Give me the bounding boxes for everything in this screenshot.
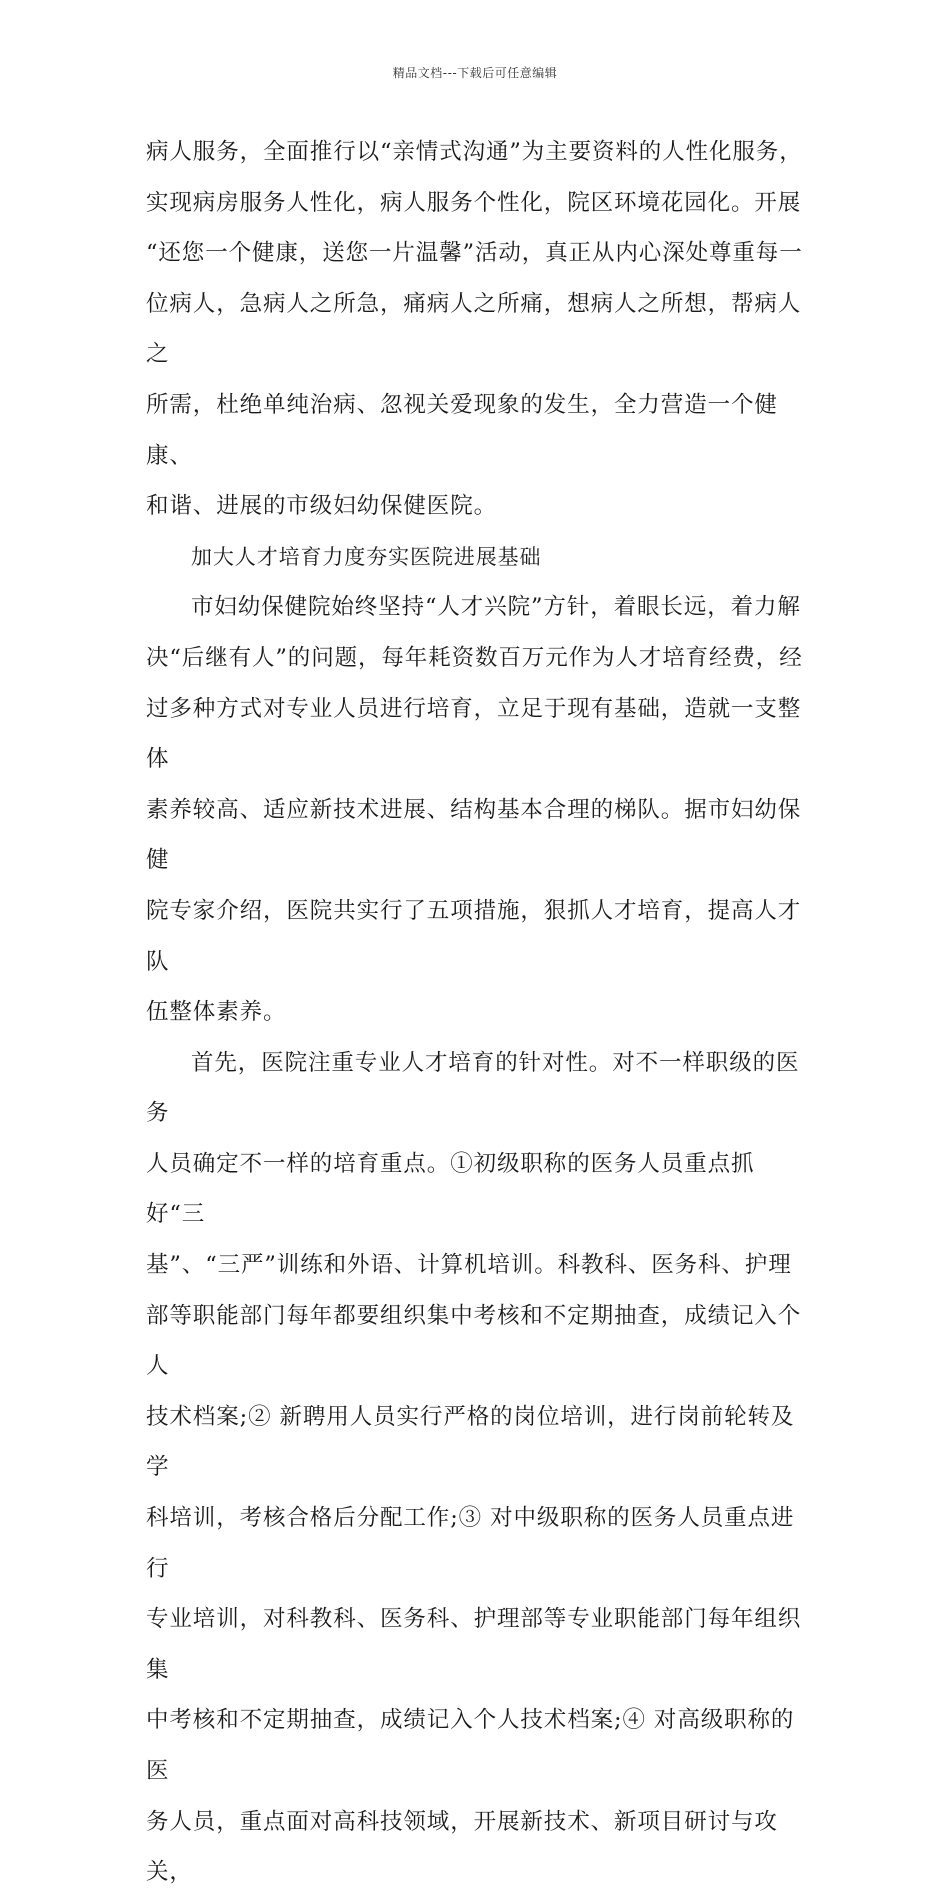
text-line: 人员确定不一样的培育重点。①初级职称的医务人员重点抓好“三 [146, 1150, 755, 1228]
text-line: 部等职能部门每年都要组织集中考核和不定期抽查，成绩记入个人 [146, 1302, 802, 1380]
text-line: 位病人，急病人之所急，痛病人之所痛，想病人之所想，帮病人之 [146, 290, 802, 368]
text-line: 所需，杜绝单纯治病、忽视关爱现象的发生，全力营造一个健康、 [146, 391, 778, 469]
text-line: 过多种方式对专业人员进行培育，立足于现有基础，造就一支整体 [146, 695, 802, 773]
document-body [146, 127, 810, 1898]
text-line: 技术档案;② 新聘用人员实行严格的岗位培训，进行岗前轮转及学 [146, 1403, 795, 1481]
section-heading [146, 532, 810, 583]
page-header: 精品文档---下载后可任意编辑 [392, 66, 558, 80]
text-line: 科培训，考核合格后分配工作;③ 对中级职称的医务人员重点进行 [146, 1505, 795, 1582]
text-line: 和谐、进展的市级妇幼保健医院。 [146, 493, 498, 520]
text-line: 决“后继有人”的问题，每年耗资数百万元作为人才培育经费，经 [146, 644, 803, 671]
paragraph-1 [146, 127, 810, 532]
heading-line: 加大人才培育力度夯实医院进展基础 [191, 544, 542, 569]
paragraph-3 [146, 582, 810, 1037]
text-line: 专业培训，对科教科、医务科、护理部等专业职能部门每年组织集 [146, 1606, 802, 1683]
text-line: 院专家介绍，医院共实行了五项措施，狠抓人才培育，提高人才队 [146, 897, 802, 975]
text-line: 市妇幼保健院始终坚持“人才兴院”方针，着眼长远，着力解 [191, 594, 801, 621]
text-line: “还您一个健康，送您一片温馨”活动，真正从内心深处尊重每一 [146, 240, 803, 267]
text-line: 中考核和不定期抽查，成绩记入个人技术档案;④ 对高级职称的医 [146, 1707, 795, 1784]
text-line: 伍整体素养。 [146, 999, 287, 1026]
text-line: 病人服务，全面推行以“亲情式沟通”为主要资料的人性化服务， [146, 139, 803, 165]
text-line: 首先，医院注重专业人才培育的针对性。对不一样职级的医务 [146, 1049, 800, 1127]
paragraph-4 [146, 1038, 810, 1898]
text-line: 素养较高、适应新技术进展、结构基本合理的梯队。据市妇幼保健 [146, 796, 802, 874]
text-line: 基”、“三严”训练和外语、计算机培训。科教科、医务科、护理 [146, 1252, 792, 1279]
text-line: 务人员，重点面对高科技领域，开展新技术、新项目研讨与攻关， [146, 1808, 778, 1886]
text-line: 实现病房服务人性化，病人服务个性化，院区环境花园化。开展 [146, 189, 802, 216]
